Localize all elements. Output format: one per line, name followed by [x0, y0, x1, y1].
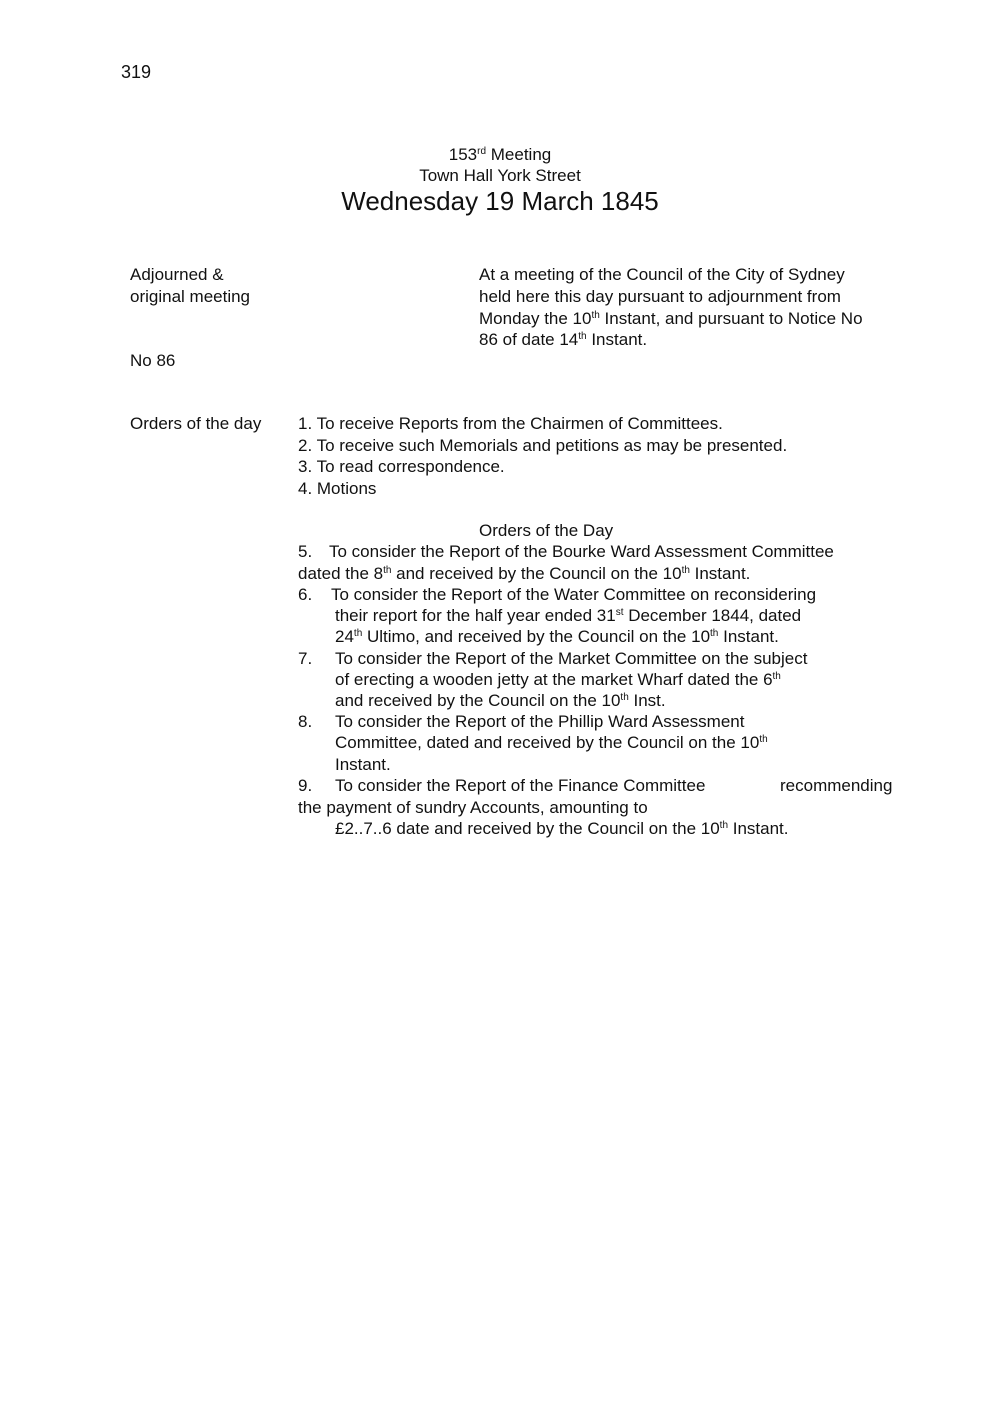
intro-text: Monday the 10: [479, 309, 592, 328]
item-text: To consider the Report of the Bourke Ward Assessment Committee: [329, 542, 834, 561]
agenda-item-9-cont: [335, 818, 789, 840]
agenda-item-9-cont: the payment of sundry Accounts, amounting to: [298, 798, 648, 817]
item-text: Committee, dated and received by the Council on the 10: [335, 733, 760, 752]
agenda-item-8-cont: Instant.: [335, 755, 391, 774]
intro-text: Instant, and pursuant to Notice No: [599, 309, 863, 328]
item-number: 5.: [298, 542, 313, 561]
item-text: To consider the Report of the Phillip Ward Assessment: [335, 712, 745, 731]
intro-text: Instant.: [586, 330, 648, 349]
intro-line: At a meeting of the Council of the City of Sydney: [479, 265, 845, 284]
page-number: 319: [121, 62, 152, 82]
agenda-item-6: [298, 584, 816, 606]
agenda-item-8: [298, 711, 744, 733]
item-number: 7.: [298, 649, 313, 668]
ordinal-suffix: th: [383, 565, 392, 576]
item-number: 8.: [298, 712, 313, 731]
order-item: 3. To read correspondence.: [298, 457, 505, 476]
meeting-word: Meeting: [486, 145, 552, 164]
ordinal-suffix: th: [772, 671, 781, 682]
item-text: To consider the Report of the Water Committee on reconsidering: [331, 585, 817, 604]
item-text: Instant.: [689, 564, 751, 583]
meeting-number-value: 153: [448, 145, 478, 164]
intro-line: [479, 329, 647, 351]
side-note-original-meeting: original meeting: [130, 287, 251, 306]
item-text: dated the 8: [298, 564, 384, 583]
item-text: 24: [335, 627, 354, 646]
item-text: December 1844, dated: [623, 606, 802, 625]
item-text: Inst.: [628, 691, 666, 710]
intro-line: [479, 308, 863, 330]
order-item: 2. To receive such Memorials and petitions as may be presented.: [298, 436, 788, 455]
item-number: 6.: [298, 585, 313, 604]
ordinal-suffix: th: [620, 692, 629, 703]
item-text: and received by the Council on the 10: [335, 691, 621, 710]
item-text: their report for the half year ended 31: [335, 606, 616, 625]
intro-text: 86 of date 14: [479, 330, 579, 349]
item-text: To consider the Report of the Finance Committee: [335, 776, 706, 795]
orders-subheading: Orders of the Day: [479, 521, 614, 540]
item-text: Ultimo, and received by the Council on the 10: [362, 627, 711, 646]
agenda-item-5: [298, 541, 834, 563]
item-text: of erecting a wooden jetty at the market Wharf dated the 6: [335, 670, 773, 689]
item-text: £2..7..6 date and received by the Council on the 10: [335, 819, 720, 838]
meeting-date: Wednesday 19 March 1845: [341, 186, 659, 216]
agenda-item-9: [298, 775, 903, 797]
meeting-number: [0, 144, 1000, 166]
ordinal-suffix: th: [710, 628, 719, 639]
agenda-item-7: [298, 648, 807, 670]
side-note-adjourned: Adjourned &: [130, 265, 224, 284]
side-note-notice-number: No 86: [130, 351, 176, 370]
agenda-item-6-cont: [335, 605, 801, 627]
ordinal-suffix: th: [681, 565, 690, 576]
ordinal-suffix: th: [353, 628, 363, 639]
ordinal-suffix: th: [591, 310, 600, 321]
intro-line: held here this day pursuant to adjournment from: [479, 287, 841, 306]
item-text: and received by the Council on the 10: [391, 564, 682, 583]
agenda-item-7-cont: [335, 669, 781, 691]
item-number: 9.: [298, 776, 313, 795]
ordinal-suffix: st: [615, 607, 624, 618]
item-text: Instant.: [728, 819, 789, 838]
item-text: To consider the Report of the Market Committee on the subject: [335, 649, 808, 668]
meeting-number-suffix: rd: [477, 146, 487, 157]
agenda-item-5-cont: [298, 563, 750, 585]
agenda-item-7-cont: [335, 690, 666, 712]
agenda-item-6-cont: [335, 626, 779, 648]
ordinal-suffix: th: [759, 734, 768, 745]
item-text: Instant.: [718, 627, 779, 646]
order-item: 1. To receive Reports from the Chairmen of Committees.: [298, 414, 723, 433]
orders-of-the-day-label: Orders of the day: [130, 414, 262, 433]
meeting-venue: Town Hall York Street: [419, 166, 581, 185]
item-text: recommending: [780, 776, 893, 795]
ordinal-suffix: th: [719, 820, 729, 831]
order-item: 4. Motions: [298, 479, 377, 498]
agenda-item-8-cont: [335, 732, 768, 754]
ordinal-suffix: th: [578, 331, 587, 342]
